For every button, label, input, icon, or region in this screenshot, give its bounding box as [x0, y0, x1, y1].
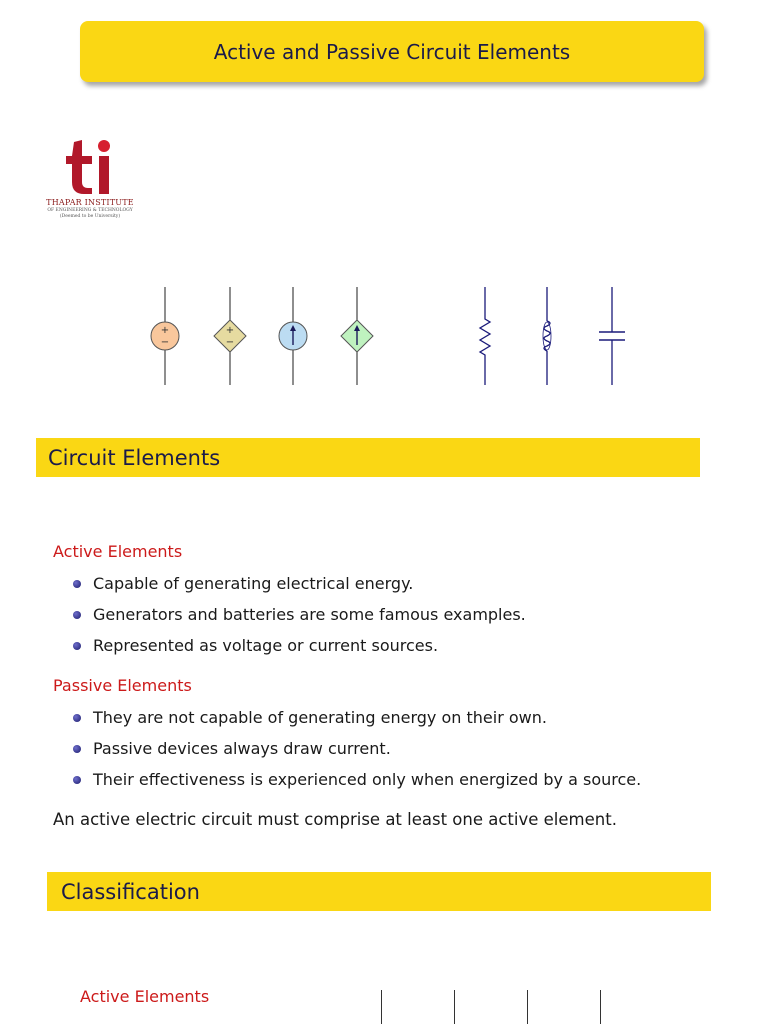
- svg-text:+: +: [160, 325, 170, 336]
- table-divider: [381, 990, 382, 1024]
- circuit-elements-figure: [140, 285, 640, 387]
- capacitor-icon: [599, 287, 625, 385]
- table-divider: [600, 990, 601, 1024]
- active-elements-heading: Active Elements: [53, 542, 183, 561]
- ti-logo-icon: [44, 136, 136, 198]
- logo-subtitle: [44, 208, 136, 219]
- dependent-current-source-icon: [341, 287, 373, 385]
- section-heading-classification: Classification: [47, 872, 711, 911]
- bullet-icon: [73, 776, 81, 784]
- bullet-icon: [73, 611, 81, 619]
- active-elements-list: [73, 573, 526, 666]
- classification-active-heading: Active Elements: [80, 987, 210, 1006]
- dependent-voltage-source-icon: [214, 287, 246, 385]
- list-item: They are not capable of generating energy on their own.: [73, 707, 641, 738]
- bullet-icon: [73, 745, 81, 753]
- svg-text:−: −: [225, 337, 235, 348]
- list-item: Passive devices always draw current.: [73, 738, 641, 769]
- resistor-icon: [480, 287, 490, 385]
- logo-subtitle-line2: (Deemed to be University): [59, 213, 121, 219]
- svg-text:+: +: [225, 325, 235, 336]
- institute-logo: [44, 136, 140, 226]
- list-item: Their effectiveness is experienced only when energized by a source.: [73, 769, 641, 800]
- bullet-icon: [73, 714, 81, 722]
- list-item: Generators and batteries are some famous examples.: [73, 604, 526, 635]
- bullet-icon: [73, 580, 81, 588]
- list-item: Represented as voltage or current sources.: [73, 635, 526, 666]
- table-divider: [527, 990, 528, 1024]
- bullet-icon: [73, 642, 81, 650]
- logo-name: THAPAR INSTITUTE: [46, 198, 134, 207]
- inductor-icon: [543, 287, 551, 385]
- voltage-source-icon: [151, 287, 179, 385]
- svg-text:−: −: [160, 337, 170, 348]
- list-item: Capable of generating electrical energy.: [73, 573, 526, 604]
- logo-subtitle-line1: OF ENGINEERING & TECHNOLOGY: [47, 208, 133, 213]
- current-source-icon: [279, 287, 307, 385]
- active-circuit-note: An active electric circuit must comprise at least one active element.: [53, 810, 617, 829]
- slide-title: Active and Passive Circuit Elements: [80, 21, 704, 82]
- table-divider: [454, 990, 455, 1024]
- passive-elements-list: [73, 707, 641, 800]
- section-heading-circuit-elements: Circuit Elements: [36, 438, 700, 477]
- passive-elements-heading: Passive Elements: [53, 676, 192, 695]
